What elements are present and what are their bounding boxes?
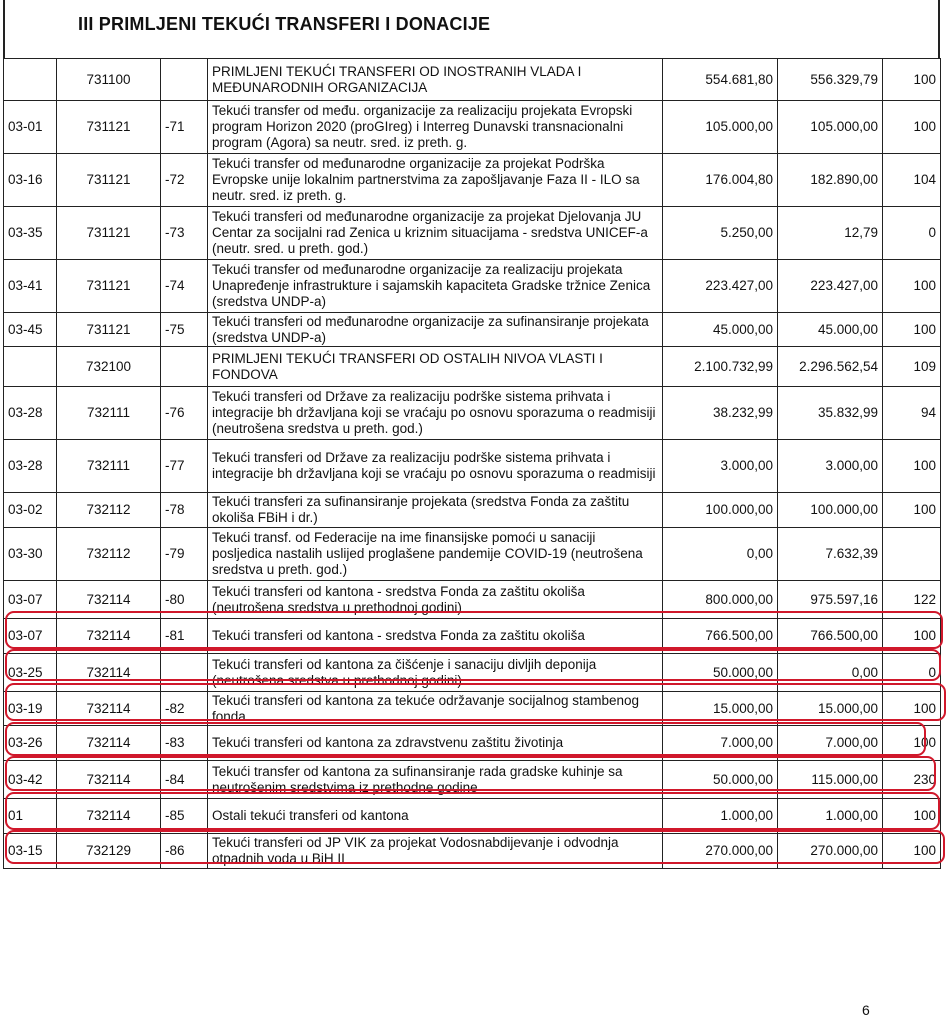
account-cell: 732129 [57,834,161,869]
description-cell: Tekući transferi od JP VIK za projekat Vodosnabdijevanje i odvodnja otpadnih voda u BiH II [208,834,663,869]
plan-cell: 270.000,00 [663,834,778,869]
index-cell: 100 [883,440,941,493]
table-row [4,347,941,387]
description-cell: Tekući transf. od Federacije na ime finansijske pomoći u sanaciji posljedica nastalih uslijed proglašene pandemije COVID-19 (neutrošena sredstva u preth. god.) [208,528,663,581]
execution-cell: 35.832,99 [778,387,883,440]
account-cell: 732114 [57,581,161,619]
index-cell [883,528,941,581]
table-body [4,59,941,869]
account-cell: 732112 [57,493,161,528]
org-cell: 03-45 [4,313,57,347]
plan-cell: 800.000,00 [663,581,778,619]
index-cell: 0 [883,207,941,260]
account-cell: 732114 [57,692,161,726]
account-cell: 731121 [57,101,161,154]
account-cell: 732114 [57,726,161,761]
plan-cell: 223.427,00 [663,260,778,313]
plan-cell: 100.000,00 [663,493,778,528]
table-row [4,154,941,207]
execution-cell: 45.000,00 [778,313,883,347]
table-row [4,207,941,260]
description-cell: Tekući transferi od Države za realizaciju podrške sistema prihvata i integracije bh državljana koji se vraćaju po osnovu sporazuma o readmisiji (neutrošena sredstva u preth. god.) [208,387,663,440]
account-cell: 731121 [57,207,161,260]
description-cell: PRIMLJENI TEKUĆI TRANSFERI OD OSTALIH NIVOA VLASTI I FONDOVA [208,347,663,387]
account-cell: 732114 [57,619,161,654]
table-row [4,260,941,313]
table-row [4,101,941,154]
execution-cell: 3.000,00 [778,440,883,493]
account-cell: 732114 [57,799,161,834]
position-cell: -77 [161,440,208,493]
execution-cell: 975.597,16 [778,581,883,619]
table-row [4,528,941,581]
index-cell: 100 [883,692,941,726]
description-cell: Tekući transferi za sufinansiranje projekata (sredstva Fonda za zaštitu okoliša FBiH i dr.) [208,493,663,528]
execution-cell: 766.500,00 [778,619,883,654]
position-cell: -80 [161,581,208,619]
execution-cell: 7.632,39 [778,528,883,581]
org-cell: 03-02 [4,493,57,528]
org-cell: 03-42 [4,761,57,799]
plan-cell: 50.000,00 [663,761,778,799]
execution-cell: 182.890,00 [778,154,883,207]
table-row [4,581,941,619]
execution-cell: 223.427,00 [778,260,883,313]
table-row [4,313,941,347]
table-row [4,834,941,869]
description-cell: Tekući transfer od međunarodne organizacije za projekat Podrška Evropske unije lokalnim partnerstvima za zapošljavanje Faza II - ILO sa neutr. sred. iz preth. g. [208,154,663,207]
section-title: III PRIMLJENI TEKUĆI TRANSFERI I DONACIJE [78,14,491,34]
position-cell: -82 [161,692,208,726]
org-cell [4,347,57,387]
plan-cell: 2.100.732,99 [663,347,778,387]
description-cell: Tekući transfer od među. organizacije za realizaciju projekata Evropski program Horizon 2020 (proGIreg) i Interreg Dunavski transnacionalni program (Agora) sa neutr. sred. iz preth. g. [208,101,663,154]
position-cell [161,654,208,692]
position-cell: -86 [161,834,208,869]
index-cell: 94 [883,387,941,440]
description-cell: Tekući transferi od Države za realizaciju podrške sistema prihvata i integracije bh državljana koji se vraćaju po osnovu sporazuma o readmisiji [208,440,663,493]
execution-cell: 556.329,79 [778,59,883,101]
position-cell: -79 [161,528,208,581]
plan-cell: 105.000,00 [663,101,778,154]
plan-cell: 3.000,00 [663,440,778,493]
plan-cell: 766.500,00 [663,619,778,654]
description-cell: PRIMLJENI TEKUĆI TRANSFERI OD INOSTRANIH VLADA I MEĐUNARODNIH ORGANIZACIJA [208,59,663,101]
plan-cell: 1.000,00 [663,799,778,834]
description-cell: Tekući transfer od međunarodne organizacije za realizaciju projekata Unapređenje infrastrukture i sajamskih kapaciteta Gradske tržnice Zenica (sredstva UNDP-a) [208,260,663,313]
index-cell: 0 [883,654,941,692]
execution-cell: 100.000,00 [778,493,883,528]
transfers-table [3,58,941,869]
org-cell: 03-19 [4,692,57,726]
position-cell [161,347,208,387]
plan-cell: 176.004,80 [663,154,778,207]
index-cell: 104 [883,154,941,207]
execution-cell: 7.000,00 [778,726,883,761]
position-cell: -83 [161,726,208,761]
execution-cell: 105.000,00 [778,101,883,154]
position-cell: -72 [161,154,208,207]
table-row [4,799,941,834]
execution-cell: 2.296.562,54 [778,347,883,387]
description-cell: Tekući transferi od međunarodne organizacije za sufinansiranje projekata (sredstva UNDP-a) [208,313,663,347]
account-cell: 732100 [57,347,161,387]
index-cell: 100 [883,260,941,313]
table-row [4,654,941,692]
position-cell: -81 [161,619,208,654]
execution-cell: 270.000,00 [778,834,883,869]
org-cell: 03-07 [4,581,57,619]
org-cell: 03-01 [4,101,57,154]
plan-cell: 0,00 [663,528,778,581]
plan-cell: 45.000,00 [663,313,778,347]
position-cell: -85 [161,799,208,834]
position-cell: -71 [161,101,208,154]
plan-cell: 38.232,99 [663,387,778,440]
account-cell: 732112 [57,528,161,581]
index-cell: 100 [883,799,941,834]
table-row [4,761,941,799]
org-cell: 03-30 [4,528,57,581]
table-row [4,440,941,493]
description-cell: Tekući transferi od međunarodne organizacije za projekat Djelovanja JU Centar za socijalni rad Zenica u kriznim situacijama - sredstva UNICEF-a (neutr. sred. u preth. god.) [208,207,663,260]
execution-cell: 15.000,00 [778,692,883,726]
org-cell: 03-28 [4,387,57,440]
position-cell: -78 [161,493,208,528]
index-cell: 100 [883,834,941,869]
description-cell: Ostali tekući transferi od kantona [208,799,663,834]
execution-cell: 115.000,00 [778,761,883,799]
description-cell: Tekući transferi od kantona - sredstva Fonda za zaštitu okoliša [208,619,663,654]
org-cell: 01 [4,799,57,834]
table-row [4,387,941,440]
description-cell: Tekući transferi od kantona za zdravstvenu zaštitu životinja [208,726,663,761]
org-cell: 03-26 [4,726,57,761]
index-cell: 100 [883,59,941,101]
table-row [4,726,941,761]
plan-cell: 50.000,00 [663,654,778,692]
org-cell [4,59,57,101]
org-cell: 03-25 [4,654,57,692]
org-cell: 03-41 [4,260,57,313]
plan-cell: 554.681,80 [663,59,778,101]
org-cell: 03-15 [4,834,57,869]
index-cell: 100 [883,493,941,528]
index-cell: 122 [883,581,941,619]
description-cell: Tekući transferi od kantona - sredstva Fonda za zaštitu okoliša (neutrošena sredstva u prethodnoj godini) [208,581,663,619]
org-cell: 03-07 [4,619,57,654]
position-cell: -76 [161,387,208,440]
execution-cell: 12,79 [778,207,883,260]
index-cell: 230 [883,761,941,799]
page-number: 6 [862,1002,870,1018]
index-cell: 100 [883,101,941,154]
index-cell: 100 [883,313,941,347]
description-cell: Tekući transferi od kantona za čišćenje i sanaciju divljih deponija (neutrošena sredstva u prethodnoj godini) [208,654,663,692]
position-cell: -84 [161,761,208,799]
account-cell: 731121 [57,260,161,313]
account-cell: 731100 [57,59,161,101]
index-cell: 100 [883,726,941,761]
org-cell: 03-16 [4,154,57,207]
description-cell: Tekući transferi od kantona za tekuće održavanje socijalnog stambenog fonda [208,692,663,726]
plan-cell: 5.250,00 [663,207,778,260]
plan-cell: 15.000,00 [663,692,778,726]
position-cell [161,59,208,101]
account-cell: 732114 [57,761,161,799]
index-cell: 100 [883,619,941,654]
account-cell: 731121 [57,313,161,347]
execution-cell: 0,00 [778,654,883,692]
table-row [4,619,941,654]
description-cell: Tekući transfer od kantona za sufinansiranje rada gradske kuhinje sa neutrošenim sredstvima iz prethodne godine [208,761,663,799]
execution-cell: 1.000,00 [778,799,883,834]
table-row [4,493,941,528]
table-row [4,692,941,726]
index-cell: 109 [883,347,941,387]
position-cell: -73 [161,207,208,260]
table-row [4,59,941,101]
account-cell: 732114 [57,654,161,692]
org-cell: 03-28 [4,440,57,493]
position-cell: -74 [161,260,208,313]
plan-cell: 7.000,00 [663,726,778,761]
account-cell: 731121 [57,154,161,207]
position-cell: -75 [161,313,208,347]
account-cell: 732111 [57,387,161,440]
org-cell: 03-35 [4,207,57,260]
account-cell: 732111 [57,440,161,493]
